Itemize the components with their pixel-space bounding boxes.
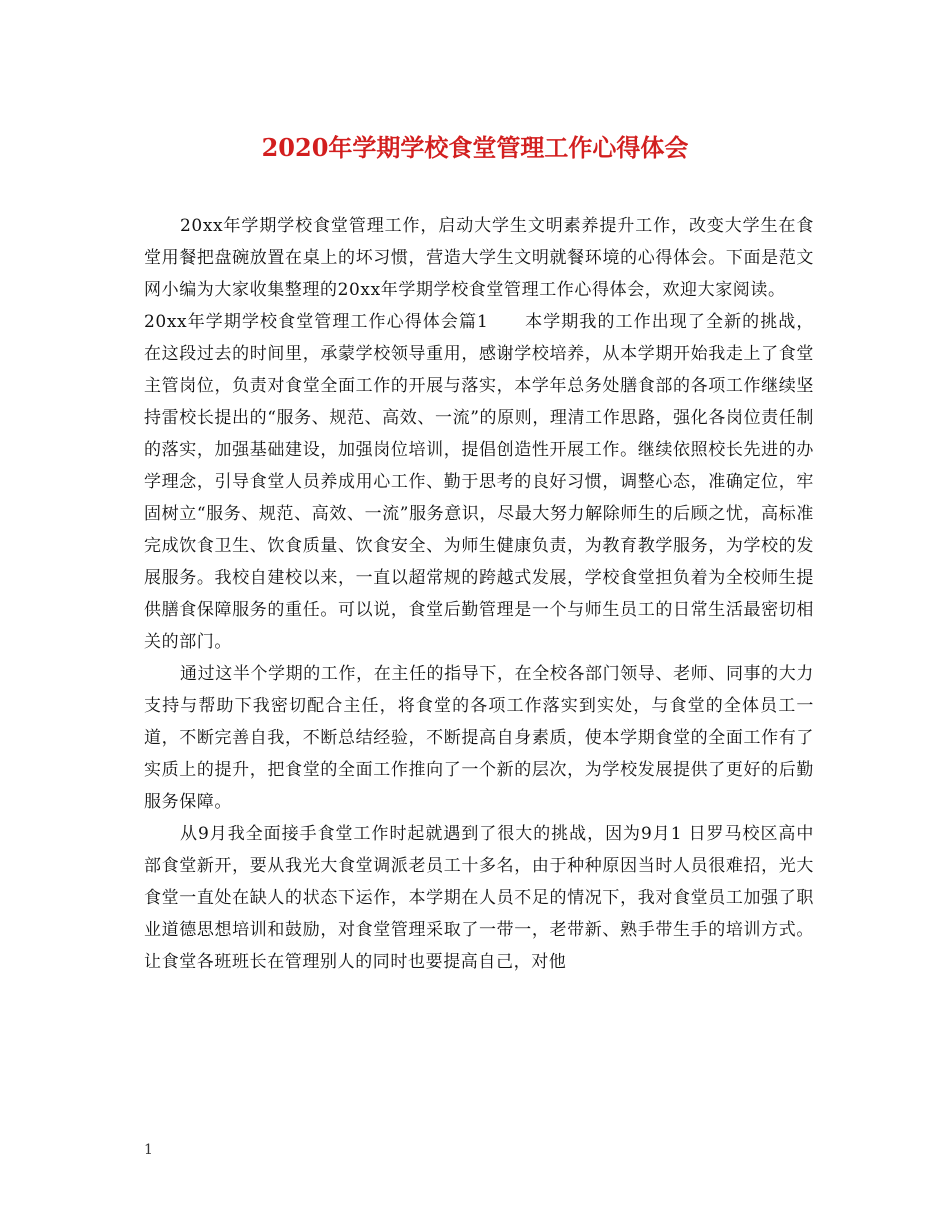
paragraph-section-1: 20xx年学期学校食堂管理工作心得体会篇1 本学期我的工作出现了全新的挑战，在这段过去的时间里，承蒙学校领导重用，感谢学校培养，从本学期开始我走上了食堂主管岗位，负责对食堂全面工作的开展与落实，本学年总务处膳食部的各项工作继续坚持雷校长提出的“服务、规范、高效、一流”的原则，理清工作思路，强化各岗位责任制的落实，加强基础建设，加强岗位培训，提倡创造性开展工作。继续依照校长先进的办学理念，引导食堂人员养成用心工作、勤于思考的良好习惯，调整心态，准确定位，牢固树立“服务、规范、高效、一流”服务意识，尽最大努力解除师生的后顾之忧，高标准完成饮食卫生、饮食质量、饮食安全、为师生健康负责，为教育教学服务，为学校的发展服务。我校自建校以来，一直以超常规的跨越式发展，学校食堂担负着为全校师生提供膳食保障服务的重任。可以说，食堂后勤管理是一个与师生员工的日常生活最密切相关的部门。	[144, 312, 814, 652]
document-title: 2020年学期学校食堂管理工作心得体会	[261, 133, 689, 162]
paragraph-work-summary: 通过这半个学期的工作，在主任的指导下，在全校各部门领导、老师、同事的大力支持与帮助下我密切配合主任，将食堂的各项工作落实到实处，与食堂的全体员工一道，不断完善自我，不断总结经验，不断提高自身素质，使本学期食堂的全面工作有了实质上的提升，把食堂的全面工作推向了一个新的层次，为学校发展提供了更好的后勤服务保障。	[144, 664, 814, 812]
document-body	[144, 210, 814, 978]
paragraph-staffing: 从9月我全面接手食堂工作时起就遇到了很大的挑战，因为9月1 日罗马校区高中部食堂新开，要从我光大食堂调派老员工十多名，由于种种原因当时人员很难招，光大食堂一直处在缺人的状态下运作，本学期在人员不足的情况下，我对食堂员工加强了职业道德思想培训和鼓励，对食堂管理采取了一带一，老带新、熟手带生手的培训方式。让食堂各班班长在管理别人的同时也要提高自己，对他	[144, 824, 814, 972]
page-number: 1	[144, 1142, 153, 1158]
paragraph-intro: 20xx年学期学校食堂管理工作，启动大学生文明素养提升工作，改变大学生在食堂用餐把盘碗放置在桌上的坏习惯，营造大学生文明就餐环境的心得体会。下面是范文网小编为大家收集整理的20xx年学期学校食堂管理工作心得体会，欢迎大家阅读。	[144, 216, 814, 300]
